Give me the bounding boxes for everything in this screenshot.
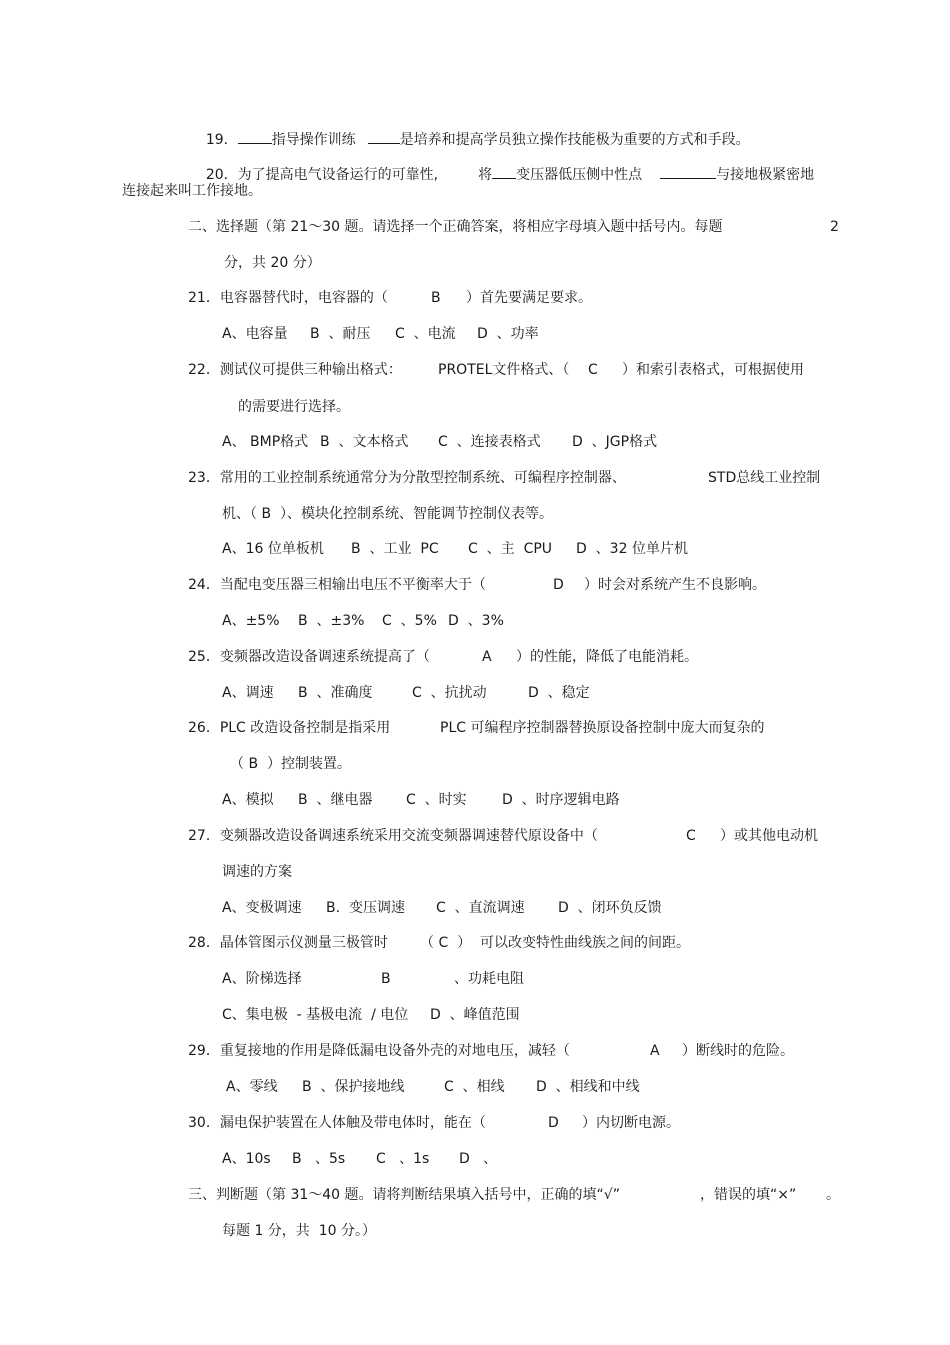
question-20 (188, 146, 815, 183)
option-c: C 、主 CPU (468, 541, 553, 557)
question-28-tail: 可以改变特性曲线族之间的间距。 (480, 935, 690, 951)
question-25-answer: A (482, 649, 492, 665)
answer-blank (492, 164, 516, 179)
option-d: D 、32 位单片机 (576, 541, 688, 557)
question-23-continuation: 机、（ B ）、模块化控制系统、智能调节控制仪表等。 (222, 506, 553, 522)
section-3-header-part2: ，错误的填“×” (700, 1187, 797, 1203)
option-c: C 、时实 (406, 792, 467, 808)
question-number: 19． (205, 132, 238, 148)
option-a: A、零线 (226, 1079, 278, 1095)
option-d: D 、稳定 (528, 685, 590, 701)
question-text: 为了提高电气设备运行的可靠性, (237, 167, 439, 183)
question-24-tail: ）时会对系统产生不良影响。 (584, 577, 766, 593)
question-23-stem: 23．常用的工业控制系统通常分为分散型控制系统、可编程序控制器、 (188, 470, 626, 486)
option-b: B 、准确度 (298, 685, 373, 701)
question-21-answer: B (431, 290, 441, 306)
option-d: D 、相线和中线 (536, 1079, 640, 1095)
question-21-tail: ）首先要满足要求。 (466, 290, 592, 306)
option-d: D 、时序逻辑电路 (502, 792, 620, 808)
option-a: A、 BMP格式 (222, 434, 309, 450)
option-a: A、变极调速 (222, 900, 302, 916)
option-c: C 、直流调速 (436, 900, 525, 916)
question-27-answer: C (686, 828, 696, 844)
question-text: 将 (478, 167, 493, 183)
option-b: B 、5s (292, 1151, 346, 1167)
option-d: D 、闭环负反馈 (558, 900, 662, 916)
question-text: 是培养和提高学员独立操作技能极为重要的方式和手段。 (399, 132, 750, 148)
option-a: A、模拟 (222, 792, 274, 808)
question-24-stem: 24．当配电变压器三相输出电压不平衡率大于（ (188, 577, 486, 593)
option-d: D 、功率 (477, 326, 539, 342)
question-25-tail: ）的性能，降低了电能消耗。 (516, 649, 698, 665)
option-b: B 、工业 PC (351, 541, 439, 557)
question-22-tail: ）和索引表格式，可根据使用 (622, 362, 804, 378)
section-3-header: 三、判断题（第 31～40 题。请将判断结果填入括号中，正确的填“√” (188, 1187, 620, 1203)
option-a: A、±5% (222, 613, 280, 629)
option-c: C、集电极 - 基极电流 / 电位 (222, 1007, 409, 1023)
option-b: B (381, 971, 391, 987)
section-2-points: 2 (830, 219, 839, 235)
option-c: C 、连接表格式 (438, 434, 541, 450)
option-a: A、10s (222, 1151, 271, 1167)
question-30-stem: 30．漏电保护装置在人体触及带电体时，能在（ (188, 1115, 486, 1131)
option-b: B 、继电器 (298, 792, 373, 808)
question-27-continuation: 调速的方案 (222, 864, 292, 880)
question-25-stem: 25．变频器改造设备调速系统提高了（ (188, 649, 430, 665)
question-26-continuation: （ B ）控制装置。 (230, 756, 351, 772)
answer-blank (238, 129, 272, 144)
question-22-answer: C (588, 362, 598, 378)
question-19 (188, 111, 750, 148)
question-23-text: STD总线工业控制 (708, 470, 821, 486)
question-21-stem: 21．电容器替代时，电容器的（ (188, 290, 388, 306)
option-a: A、调速 (222, 685, 274, 701)
option-c: C 、电流 (395, 326, 456, 342)
section-3-header-end: 。 (826, 1187, 840, 1203)
question-22-stem: 22．测试仪可提供三种输出格式： (188, 362, 402, 378)
option-c: C 、5% (382, 613, 437, 629)
option-b-text: 、功耗电阻 (454, 971, 524, 987)
question-22-text: PROTEL文件格式、（ (438, 362, 570, 378)
option-a: A、阶梯选择 (222, 971, 302, 987)
option-b: B. 变压调速 (326, 900, 405, 916)
question-text: 与接地极紧密地 (716, 167, 815, 183)
option-b: B 、保护接地线 (302, 1079, 405, 1095)
question-text: 变压器低压侧中性点 (516, 167, 643, 183)
question-20-continuation: 连接起来叫工作接地。 (122, 183, 262, 199)
question-26-stem: 26．PLC 改造设备控制是指采用 (188, 720, 391, 736)
option-d: D 、3% (448, 613, 504, 629)
question-29-answer: A (650, 1043, 660, 1059)
question-28-stem: 28．晶体管图示仪测量三极管时 (188, 935, 388, 951)
option-b: B 、文本格式 (320, 434, 409, 450)
question-27-tail: ）或其他电动机 (720, 828, 818, 844)
question-29-stem: 29．重复接地的作用是降低漏电设备外壳的对地电压，减轻（ (188, 1043, 570, 1059)
question-29-tail: ）断线时的危险。 (682, 1043, 794, 1059)
option-c: C 、1s (376, 1151, 430, 1167)
question-22-continuation: 的需要进行选择。 (238, 399, 350, 415)
question-30-tail: ）内切断电源。 (582, 1115, 680, 1131)
answer-blank (368, 129, 400, 144)
question-27-stem: 27．变频器改造设备调速系统采用交流变频器调速替代原设备中（ (188, 828, 598, 844)
option-a: A、电容量 (222, 326, 288, 342)
question-number: 20． (205, 167, 238, 183)
option-d: D 、峰值范围 (430, 1007, 520, 1023)
option-c: C 、抗扰动 (412, 685, 487, 701)
option-d: D 、 (459, 1151, 498, 1167)
option-d: D 、JGP格式 (572, 434, 658, 450)
option-b: B 、耐压 (310, 326, 371, 342)
question-26-text: PLC 可编程序控制器替换原设备控制中庞大而复杂的 (440, 720, 765, 736)
option-b: B 、±3% (298, 613, 365, 629)
answer-blank (660, 164, 716, 179)
question-28-answer: （ C ） (420, 935, 472, 951)
section-2-header: 二、选择题（第 21～30 题。请选择一个正确答案，将相应字母填入题中括号内。每题 (188, 219, 723, 235)
option-a: A、16 位单板机 (222, 541, 324, 557)
question-text: 指导操作训练 (271, 132, 356, 148)
question-24-answer: D (553, 577, 564, 593)
section-3-header-continuation: 每题 1 分，共 10 分。） (222, 1223, 376, 1239)
question-30-answer: D (548, 1115, 559, 1131)
option-c: C 、相线 (444, 1079, 505, 1095)
section-2-header-continuation: 分，共 20 分） (224, 255, 321, 271)
